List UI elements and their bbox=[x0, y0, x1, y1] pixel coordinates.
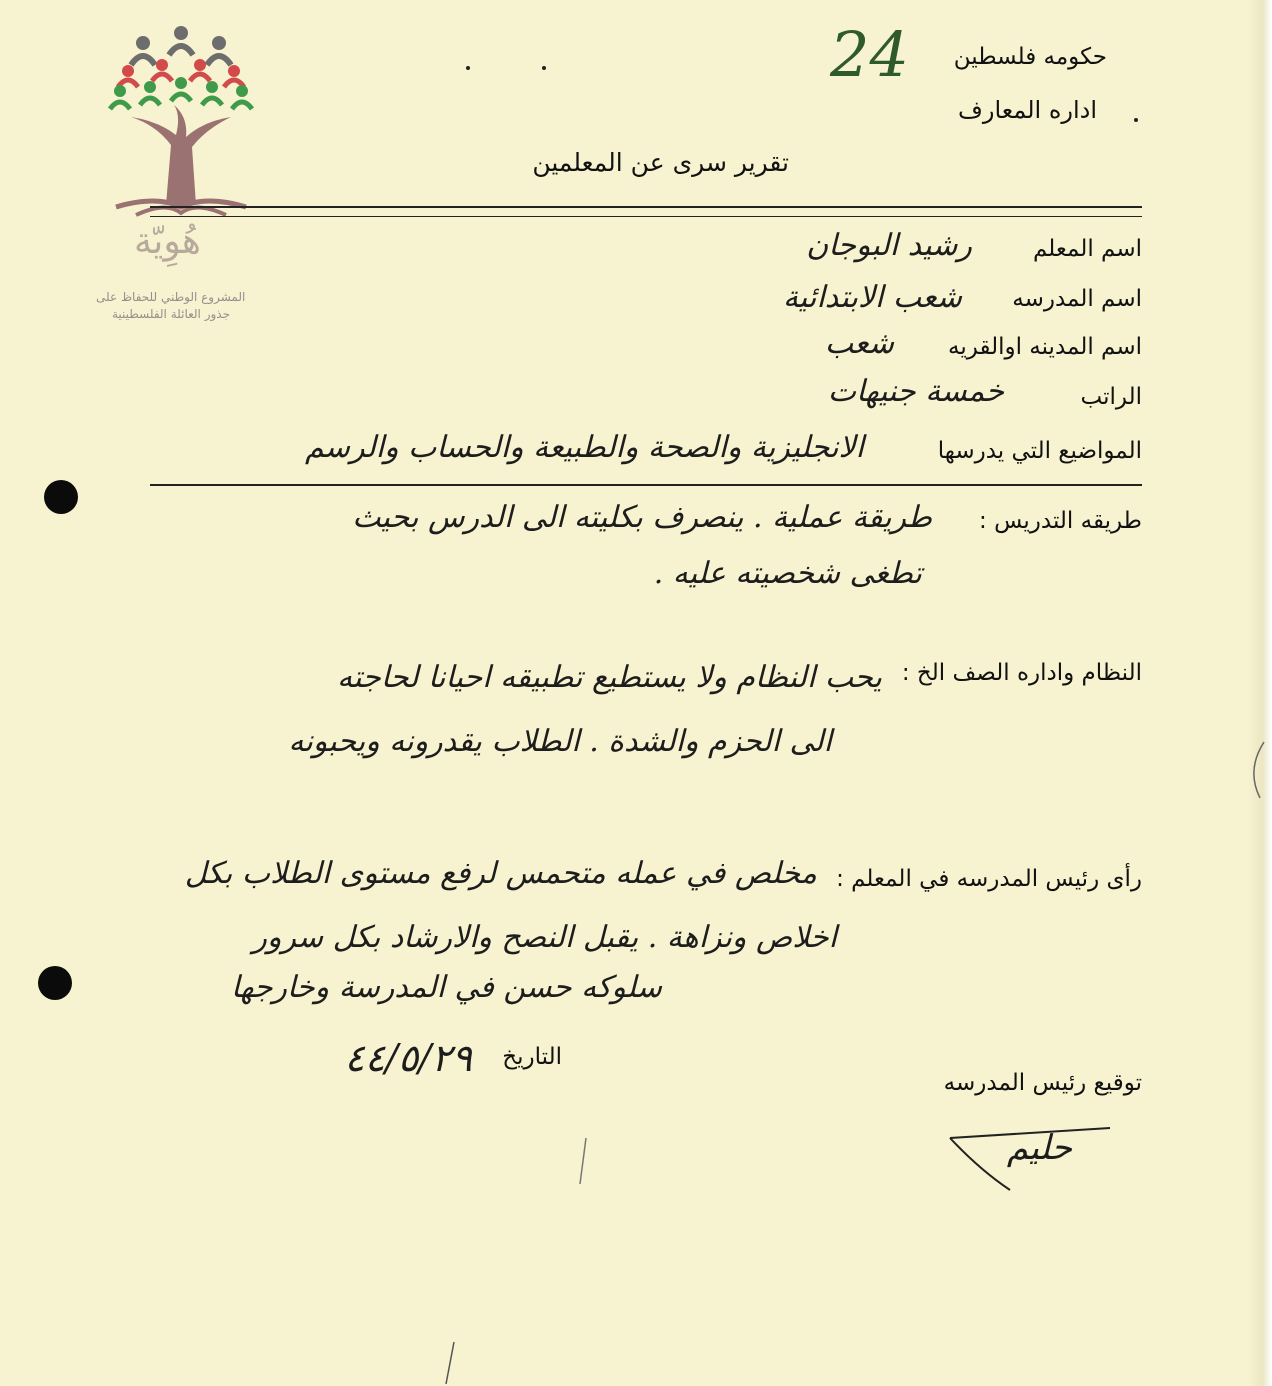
opinion-line-1: مخلص في عمله متحمس لرفع مستوى الطلاب بكل bbox=[184, 856, 817, 891]
hawiya-logo bbox=[96, 25, 266, 325]
school-value: شعب الابتدائية bbox=[782, 280, 962, 315]
teacher-label: اسم المعلم bbox=[1033, 236, 1142, 262]
stray-dot bbox=[1134, 118, 1138, 122]
logo-tagline-2: جذور العائلة الفلسطينية bbox=[112, 307, 230, 321]
discipline-line-1: يحب النظام ولا يستطيع تطبيقه احيانا لحاجته bbox=[337, 660, 882, 695]
opinion-label: رأى رئيس المدرسه في المعلم : bbox=[836, 866, 1142, 892]
stray-dot bbox=[466, 66, 470, 70]
opinion-line-2: اخلاص ونزاهة . يقبل النصح والارشاد بكل سرور bbox=[252, 920, 837, 955]
document-title: تقرير سرى عن المعلمين bbox=[532, 148, 789, 177]
signature-label: توقيع رئيس المدرسه bbox=[943, 1070, 1142, 1096]
teacher-value: رشيد البوجان bbox=[806, 228, 972, 263]
discipline-label: النظام واداره الصف الخ : bbox=[901, 660, 1142, 686]
stray-mark-icon bbox=[440, 1340, 460, 1386]
stray-mark-icon bbox=[1236, 740, 1266, 800]
paper-edge bbox=[1248, 0, 1272, 1386]
method-line-2: تطغى شخصيته عليه . bbox=[653, 556, 922, 591]
town-value: شعب bbox=[824, 326, 894, 361]
tree-logo-icon bbox=[96, 25, 266, 225]
discipline-line-2: الى الحزم والشدة . الطلاب يقدرونه ويحبونه bbox=[288, 724, 832, 759]
date-value: ٤٤/٥/٢٩ bbox=[344, 1036, 472, 1080]
salary-label: الراتب bbox=[1080, 384, 1142, 410]
signature-flourish-icon bbox=[940, 1120, 1120, 1200]
school-label: اسم المدرسه bbox=[1012, 286, 1142, 312]
punch-hole bbox=[44, 480, 78, 514]
top-rule-2 bbox=[150, 216, 1142, 217]
middle-rule bbox=[150, 484, 1142, 486]
method-label: طريقه التدريس : bbox=[979, 508, 1142, 534]
opinion-line-3: سلوكه حسن في المدرسة وخارجها bbox=[230, 970, 662, 1005]
punch-hole bbox=[38, 966, 72, 1000]
department-name: اداره المعارف bbox=[957, 96, 1097, 124]
stray-mark-icon bbox=[574, 1136, 594, 1186]
top-rule bbox=[150, 206, 1142, 208]
method-line-1: طريقة عملية . ينصرف بكليته الى الدرس بحيث bbox=[352, 500, 932, 535]
logo-tagline-1: المشروع الوطني للحفاظ على bbox=[96, 290, 246, 304]
page-number: 24 bbox=[830, 18, 909, 91]
government-name: حكومه فلسطين bbox=[953, 44, 1107, 70]
logo-name: هُوِيّة bbox=[134, 221, 201, 262]
town-label: اسم المدينه اوالقريه bbox=[948, 334, 1142, 360]
salary-value: خمسة جنيهات bbox=[827, 374, 1004, 409]
date-label: التاريخ bbox=[502, 1044, 562, 1070]
signature: حليم bbox=[1006, 1128, 1072, 1168]
subjects-label: المواضيع التي يدرسها bbox=[937, 438, 1142, 464]
stray-dot bbox=[542, 66, 546, 70]
subjects-value: الانجليزية والصحة والطبيعة والحساب والرسم bbox=[304, 430, 864, 465]
